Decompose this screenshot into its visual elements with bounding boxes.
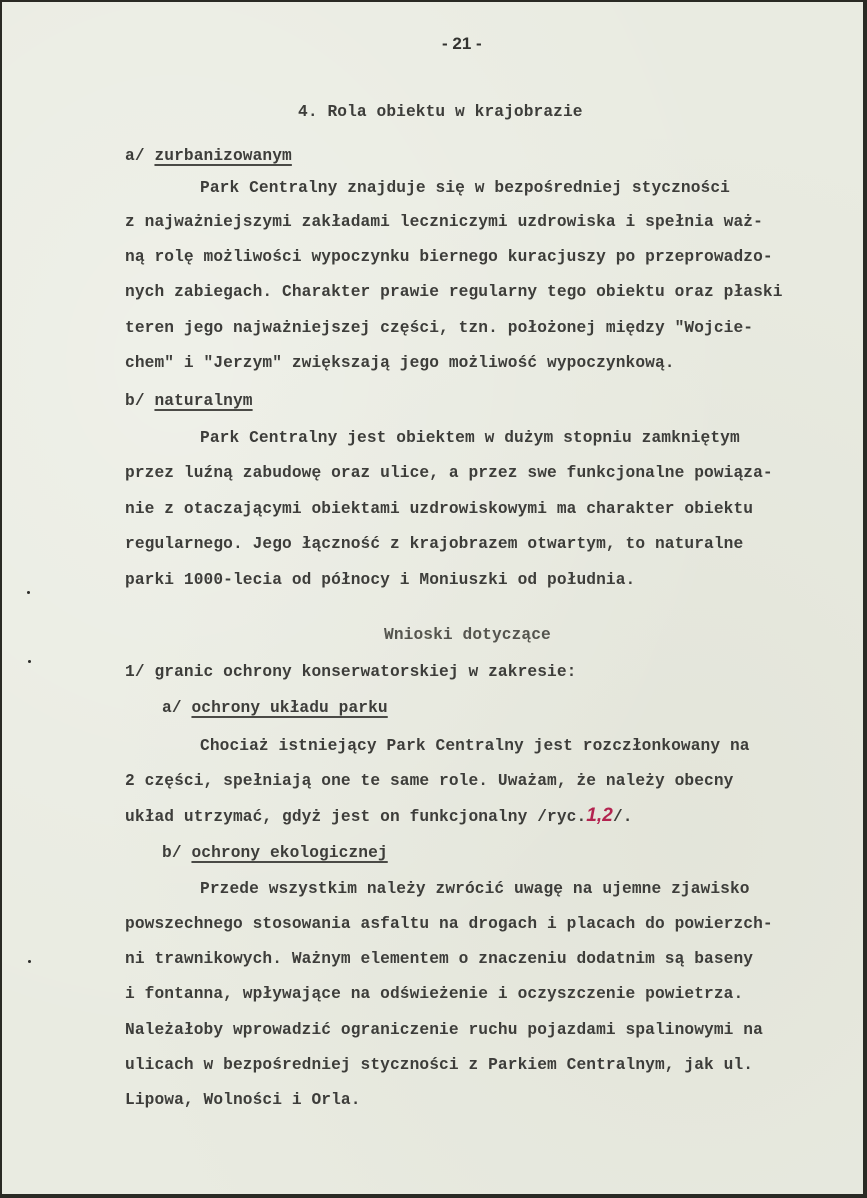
paragraph-line: ulicach w bezpośredniej styczności z Parkiem Centralnym, jak ul. [125, 1056, 754, 1074]
conclusions-a-heading [162, 698, 388, 718]
subsection-a-heading [125, 146, 292, 166]
paragraph-line: regularnego. Jego łączność z krajobrazem otwartym, to naturalne [125, 535, 744, 553]
line-text: układ utrzymać, gdyż jest on funkcjonalny /ryc. [125, 808, 587, 826]
paragraph-line: Lipowa, Wolności i Orla. [125, 1091, 361, 1109]
paragraph-line: nych zabiegach. Charakter prawie regularny tego obiektu oraz płaski [125, 283, 783, 301]
margin-mark [28, 660, 31, 663]
paragraph-line: Park Centralny jest obiektem w dużym stopniu zamkniętym [200, 429, 740, 447]
paragraph-line: teren jego najważniejszej części, tzn. położonej między "Wojcie- [125, 319, 754, 337]
paragraph-line: Chociaż istniejący Park Centralny jest rozczłonkowany na [200, 737, 750, 755]
margin-mark [27, 591, 30, 594]
paragraph-line: Przede wszystkim należy zwrócić uwagę na ujemne zjawisko [200, 880, 750, 898]
conclusions-item-1: 1/ granic ochrony konserwatorskiej w zakresie: [125, 663, 577, 681]
handwritten-figure-reference: 1,2 [586, 805, 613, 826]
conclusions-a-title: ochrony układu parku [191, 699, 388, 717]
paragraph-line: chem" i "Jerzym" zwiększają jego możliwość wypoczynkową. [125, 354, 675, 372]
line-text-end: /. [612, 808, 633, 826]
paragraph-line: przez luźną zabudowę oraz ulice, a przez swe funkcjonalne powiąza- [125, 464, 773, 482]
subsection-a-label: a/ [125, 147, 155, 165]
subsection-b-heading [125, 391, 253, 411]
subsection-b-title: naturalnym [154, 392, 253, 410]
paragraph-line: powszechnego stosowania asfaltu na drogach i placach do powierzch- [125, 915, 773, 933]
paragraph-line: i fontanna, wpływające na odświeżenie i oczyszczenie powietrza. [125, 985, 744, 1003]
paragraph-line: ni trawnikowych. Ważnym elementem o znaczeniu dodatnim są baseny [125, 950, 754, 968]
page-number: - 21 - [442, 34, 482, 53]
paragraph-line-with-reference [125, 806, 633, 827]
paragraph-line: z najważniejszymi zakładami leczniczymi uzdrowiska i spełnia waż- [125, 213, 763, 231]
conclusions-b-title: ochrony ekologicznej [191, 844, 388, 862]
paragraph-line: Park Centralny znajduje się w bezpośredniej styczności [200, 179, 730, 197]
paragraph-line: Należałoby wprowadzić ograniczenie ruchu pojazdami spalinowymi na [125, 1021, 763, 1039]
paragraph-line: ną rolę możliwości wypoczynku biernego kuracjuszy po przeprowadzo- [125, 248, 773, 266]
document-page [2, 2, 863, 1194]
conclusions-b-label: b/ [162, 844, 192, 862]
conclusions-a-label: a/ [162, 699, 192, 717]
conclusions-b-heading [162, 843, 388, 863]
subsection-b-label: b/ [125, 392, 155, 410]
section-title: 4. Rola obiektu w krajobrazie [298, 103, 583, 121]
subsection-a-title: zurbanizowanym [154, 147, 292, 165]
paragraph-line: parki 1000-lecia od północy i Moniuszki od południa. [125, 571, 636, 589]
conclusions-heading: Wnioski dotyczące [384, 626, 551, 644]
paragraph-line: 2 części, spełniają one te same role. Uważam, że należy obecny [125, 772, 734, 790]
paragraph-line: nie z otaczającymi obiektami uzdrowiskowymi ma charakter obiektu [125, 500, 754, 518]
margin-mark [28, 960, 31, 963]
